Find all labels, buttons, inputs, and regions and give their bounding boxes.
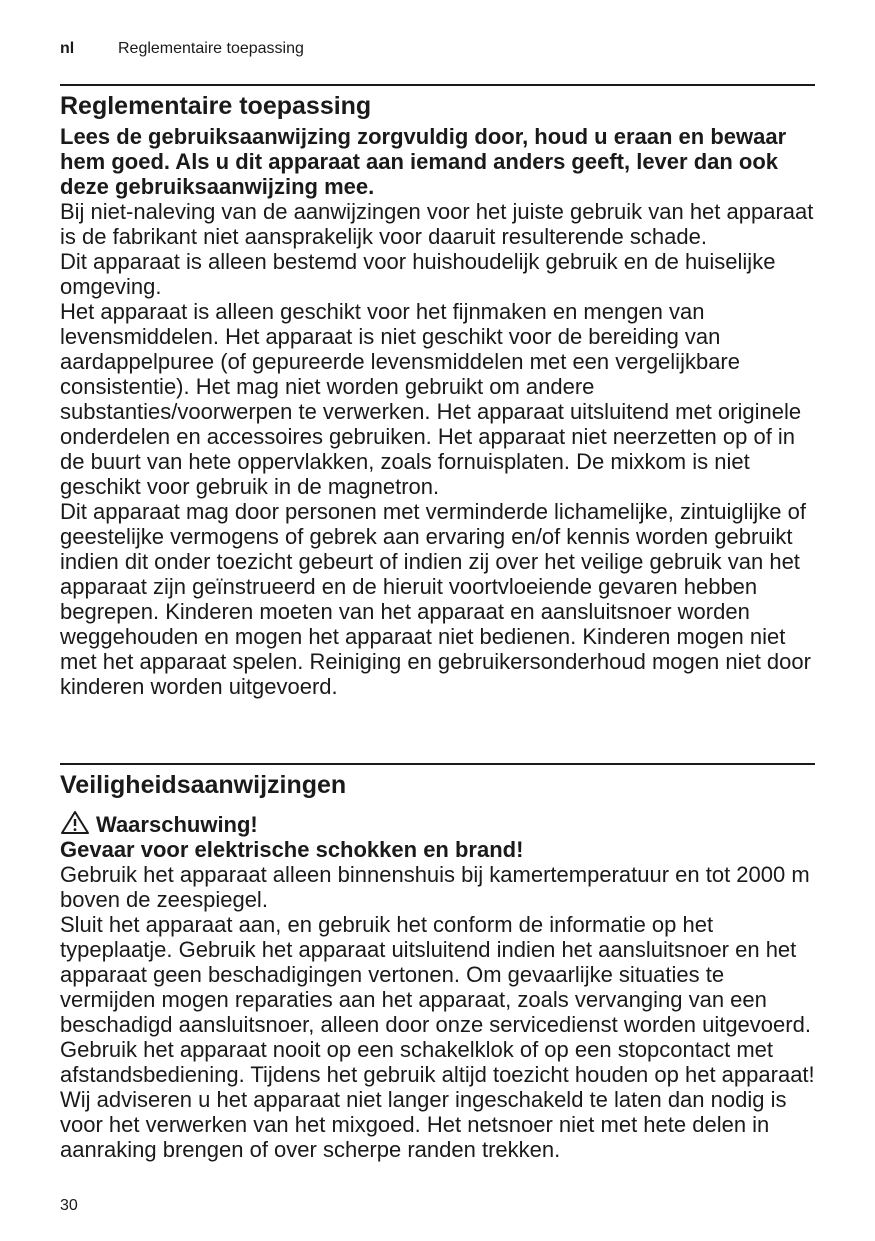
paragraph-connection-safety: Sluit het apparaat aan, en gebruik het conform de informatie op het typeplaatje. Gebruik het apparaat uitsluitend indien het aansluitsnoer en het apparaat geen beschadigingen vertonen. Om gevaarlijke situaties te vermijden mogen reparaties aan het apparaat, zoals vervanging van een beschadigd aansluitsnoer, alleen door onze servicedienst worden uitgevoerd. Gebruik het apparaat nooit op een schakelklok of op een stopcontact met afstandsbediening. Tijdens het gebruik altijd toezicht houden op het apparaat! Wij adviseren u het apparaat niet langer ingeschakeld te laten dan nodig is voor het verwerken van het mixgoed. Het netsnoer niet met hete delen in aanraking brengen of over scherpe randen trekken. bbox=[60, 912, 815, 1162]
section-title-safety: Veiligheidsaanwijzingen bbox=[60, 771, 347, 799]
section-divider-top bbox=[60, 84, 815, 86]
paragraph-household-use: Dit apparaat is alleen bestemd voor huishoudelijk gebruik en de huiselijke omgeving. bbox=[60, 249, 776, 299]
warning-label: Waarschuwing! bbox=[96, 812, 258, 837]
running-header bbox=[60, 40, 304, 58]
section-title-intended-use: Reglementaire toepassing bbox=[60, 92, 372, 120]
paragraph-suitable-use: Het apparaat is alleen geschikt voor het fijnmaken en mengen van levensmiddelen. Het apparaat is niet geschikt voor de bereiding van aardappelpuree (of gepureerde levensmiddelen met een vergelijkbare consistentie). Het mag niet worden gebruikt om andere substanties/voorwerpen te verwerken. Het apparaat uitsluitend met originele onderdelen en accessoires gebruiken. Het apparaat niet neerzetten op of in de buurt van hete oppervlakken, zoals fornuisplaten. De mixkom is niet geschikt voor gebruik in de magnetron. bbox=[60, 299, 802, 499]
running-header-title: Reglementaire toepassing bbox=[118, 40, 304, 57]
section-safety bbox=[60, 770, 820, 1162]
intro-bold-paragraph: Lees de gebruiksaanwijzing zorgvuldig door, houd u eraan en bewaar hem goed. Als u dit apparaat aan iemand anders geeft, lever dan ook deze gebruiksaanwijzing mee. bbox=[60, 124, 787, 199]
section-intended-use bbox=[60, 91, 820, 699]
hazard-title: Gevaar voor elektrische schokken en brand! bbox=[60, 837, 524, 862]
paragraph-liability: Bij niet-naleving van de aanwijzingen voor het juiste gebruik van het apparaat is de fabrikant niet aansprakelijk voor daaruit resulterende schade. bbox=[60, 199, 814, 249]
paragraph-indoor-use: Gebruik het apparaat alleen binnenshuis bij kamertemperatuur en tot 2000 m boven de zeespiegel. bbox=[60, 862, 810, 912]
warning-line bbox=[60, 810, 820, 837]
section-divider-safety bbox=[60, 763, 815, 765]
warning-triangle-icon bbox=[60, 810, 90, 835]
page-number: 30 bbox=[60, 1197, 78, 1214]
paragraph-persons-children: Dit apparaat mag door personen met verminderde lichamelijke, zintuiglijke of geestelijke vermogens of gebrek aan ervaring en/of kennis worden gebruikt indien dit onder toezicht gebeurt of indien zij over het veilige gebruik van het apparaat zijn geïnstrueerd en de hieruit voortvloeiende gevaren hebben begrepen. Kinderen moeten van het apparaat en aansluitsnoer worden weggehouden en mogen het apparaat niet bedienen. Kinderen mogen niet met het apparaat spelen. Reiniging en gebruikersonderhoud mogen niet door kinderen worden uitgevoerd. bbox=[60, 499, 811, 699]
language-code: nl bbox=[60, 40, 75, 57]
